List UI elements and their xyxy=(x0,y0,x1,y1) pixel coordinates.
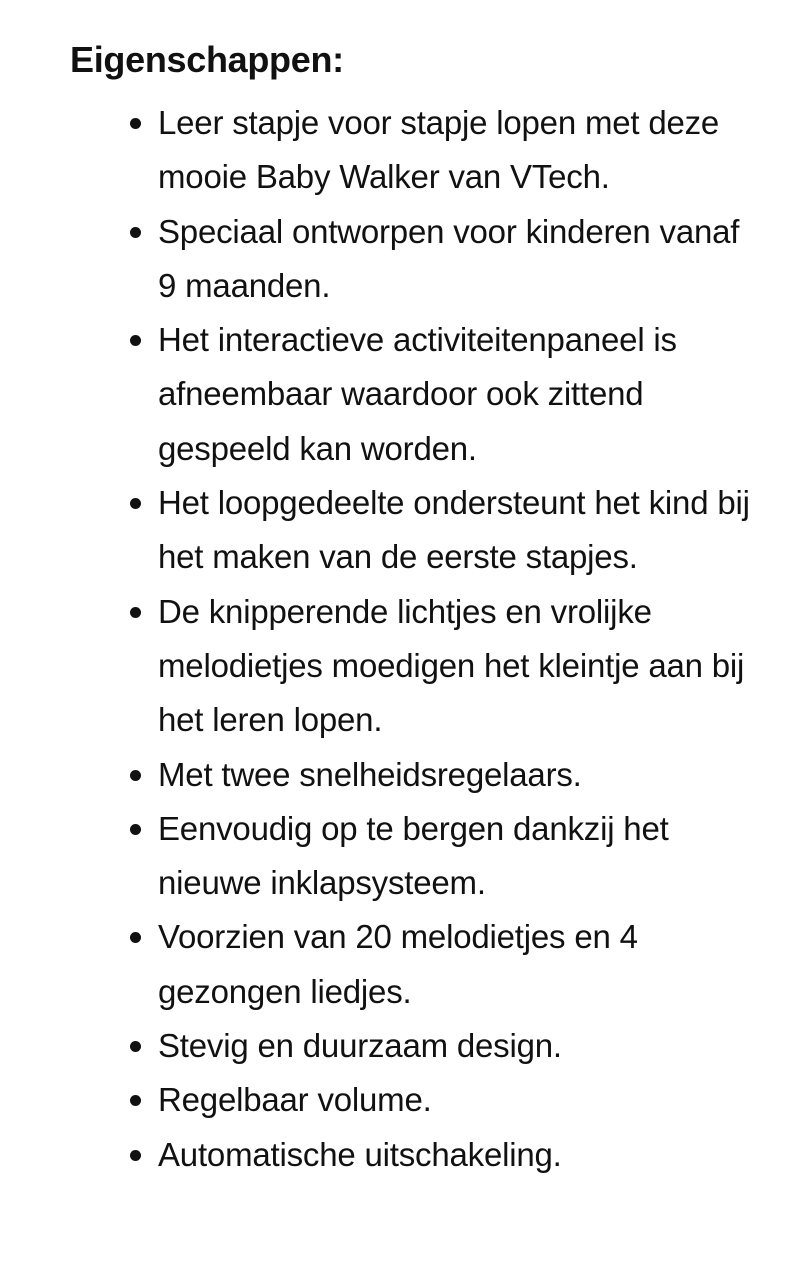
bullet-icon xyxy=(130,824,141,835)
bullet-icon xyxy=(130,770,141,781)
bullet-icon xyxy=(130,498,141,509)
bullet-icon xyxy=(130,227,141,238)
feature-item xyxy=(70,910,760,1019)
feature-item xyxy=(70,313,760,476)
feature-item xyxy=(70,1073,760,1127)
bullet-icon xyxy=(130,1150,141,1161)
feature-text: Speciaal ontworpen voor kinderen vanaf 9 maanden. xyxy=(158,212,740,304)
feature-item xyxy=(70,585,760,748)
feature-text: De knipperende lichtjes en vrolijke melodietjes moedigen het kleintje aan bij het leren lopen. xyxy=(158,592,745,739)
feature-text: Leer stapje voor stapje lopen met deze mooie Baby Walker van VTech. xyxy=(158,104,720,196)
feature-item xyxy=(70,802,760,911)
feature-text: Eenvoudig op te bergen dankzij het nieuwe inklapsysteem. xyxy=(158,809,669,902)
feature-text: Voorzien van 20 melodietjes en 4 gezongen liedjes. xyxy=(158,918,638,1010)
bullet-icon xyxy=(130,118,141,129)
feature-item xyxy=(70,1019,760,1073)
feature-item xyxy=(70,1128,760,1182)
bullet-icon xyxy=(130,932,141,943)
bullet-icon xyxy=(130,1095,141,1106)
feature-item xyxy=(70,205,760,314)
feature-item xyxy=(70,96,760,205)
feature-item xyxy=(70,476,760,585)
feature-text: Stevig en duurzaam design. xyxy=(158,1027,562,1065)
product-features-section xyxy=(70,34,760,1182)
feature-text: Het interactieve activiteitenpaneel is afneembaar waardoor ook zittend gespeeld kan worden. xyxy=(158,321,677,467)
feature-text: Het loopgedeelte ondersteunt het kind bij het maken van de eerste stapjes. xyxy=(158,484,750,576)
feature-item xyxy=(70,748,760,802)
bullet-icon xyxy=(130,1041,141,1052)
feature-list xyxy=(70,96,760,1182)
bullet-icon xyxy=(130,335,141,346)
feature-text: Automatische uitschakeling. xyxy=(158,1135,562,1173)
bullet-icon xyxy=(130,607,141,618)
section-heading: Eigenschappen: xyxy=(70,39,344,80)
feature-text: Regelbaar volume. xyxy=(158,1081,432,1119)
feature-text: Met twee snelheidsregelaars. xyxy=(158,755,582,793)
